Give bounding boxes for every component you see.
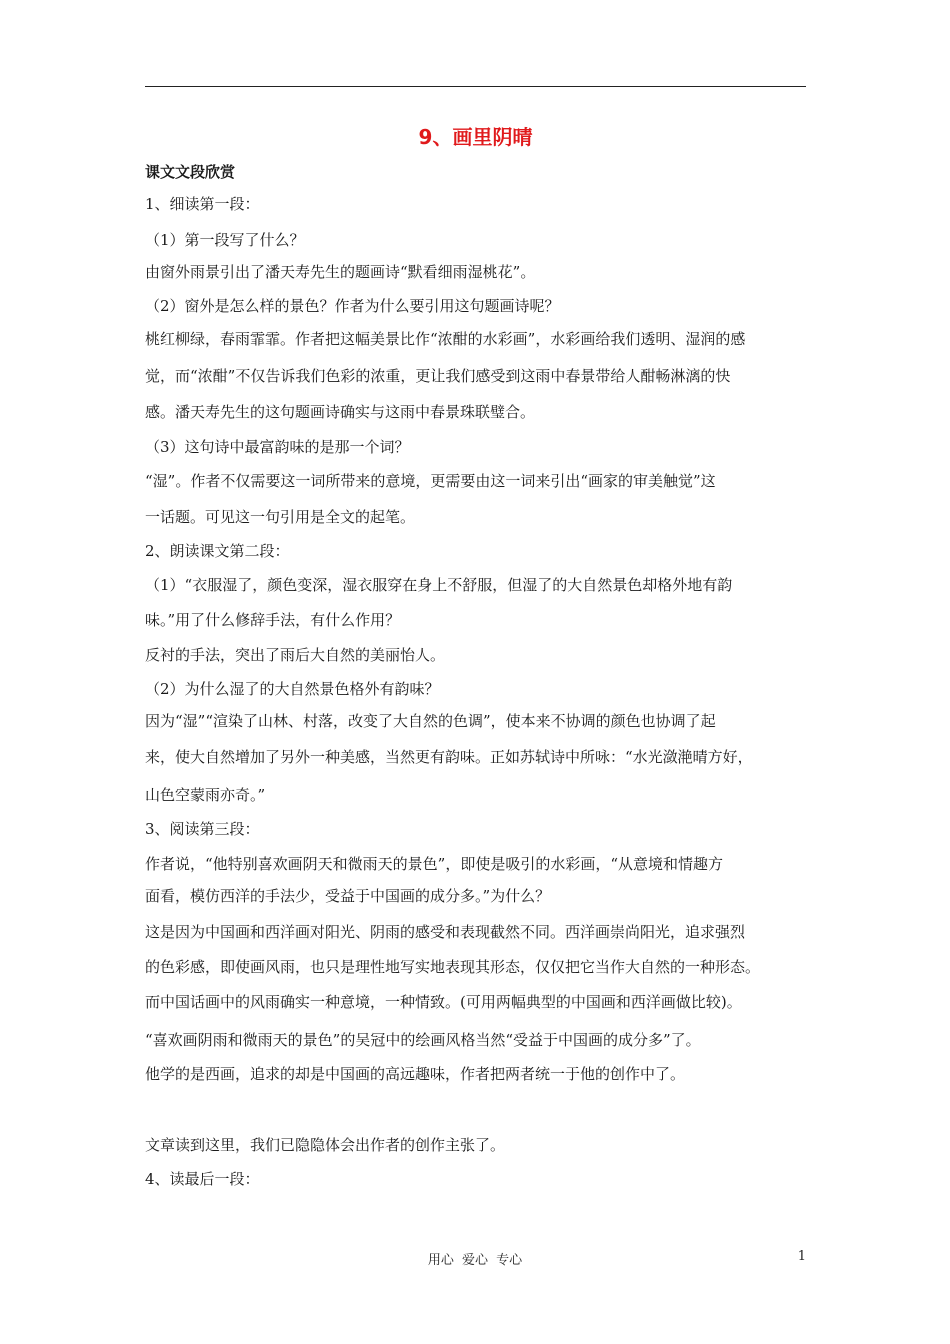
text-line: 面看，模仿西洋的手法少，受益于中国画的成分多。”为什么？: [145, 887, 551, 905]
text-line: 觉，而“浓酣”不仅告诉我们色彩的浓重，更让我们感受到这雨中春景带给人酣畅淋漓的快: [145, 367, 731, 385]
text-line: “喜欢画阴雨和微雨天的景色”的吴冠中的绘画风格当然“受益于中国画的成分多”了。: [145, 1031, 701, 1049]
text-line: （1）第一段写了什么？: [145, 231, 305, 249]
text-line: 2、朗读课文第二段：: [145, 542, 290, 560]
text-line: 来，使大自然增加了另外一种美感，当然更有韵味。正如苏轼诗中所咏：“水光潋滟晴方好，: [145, 748, 753, 766]
footer-motto: 用心 爱心 专心: [427, 1253, 523, 1268]
text-line: 感。潘天寿先生的这句题画诗确实与这雨中春景珠联璧合。: [145, 403, 536, 421]
text-line: 一话题。可见这一句引用是全文的起笔。: [145, 508, 416, 526]
text-line: 由窗外雨景引出了潘天寿先生的题画诗“默看细雨湿桃花”。: [145, 263, 536, 281]
text-line: 山色空蒙雨亦奇。”: [145, 786, 266, 804]
page-number: 1: [797, 1249, 806, 1264]
text-line: （2）窗外是怎么样的景色？作者为什么要引用这句题画诗呢？: [145, 297, 560, 315]
text-line: 反衬的手法，突出了雨后大自然的美丽怡人。: [145, 646, 446, 664]
text-line: 的色彩感，即使画风雨，也只是理性地写实地表现其形态，仅仅把它当作大自然的一种形态。: [145, 958, 761, 976]
text-line: 他学的是西画，追求的却是中国画的高远趣味，作者把两者统一于他的创作中了。: [145, 1065, 686, 1083]
text-line: （1）“衣服湿了，颜色变深，湿衣服穿在身上不舒服，但湿了的大自然景色却格外地有韵: [145, 576, 733, 594]
text-line: 而中国话画中的风雨确实一种意境，一种情致。(可用两幅典型的中国画和西洋画做比较)。: [145, 993, 742, 1011]
text-line: 桃红柳绿，春雨霏霏。作者把这幅美景比作“浓酣的水彩画”，水彩画给我们透明、湿润的感: [145, 330, 746, 348]
header-rule: [145, 86, 806, 87]
text-line: 4、读最后一段：: [145, 1170, 260, 1188]
text-line: 1、细读第一段：: [145, 195, 260, 213]
text-line: 这是因为中国画和西洋画对阳光、阴雨的感受和表现截然不同。西洋画崇尚阳光，追求强烈: [145, 923, 746, 941]
text-line: （2）为什么湿了的大自然景色格外有韵味？: [145, 680, 440, 698]
page-title: 9、画里阴晴: [418, 125, 533, 149]
text-line: 3、阅读第三段：: [145, 820, 260, 838]
section-heading: 课文文段欣赏: [145, 163, 236, 181]
text-line: 因为“湿”“渲染了山林、村落，改变了大自然的色调”，使本来不协调的颜色也协调了起: [145, 712, 716, 730]
text-line: 作者说，“他特别喜欢画阴天和微雨天的景色”，即使是吸引的水彩画，“从意境和情趣方: [145, 855, 724, 873]
text-line: 味。”用了什么修辞手法，有什么作用？: [145, 611, 401, 629]
text-line: （3）这句诗中最富韵味的是那一个词？: [145, 438, 410, 456]
text-line: 文章读到这里，我们已隐隐体会出作者的创作主张了。: [145, 1136, 506, 1154]
text-line: “湿”。作者不仅需要这一词所带来的意境，更需要由这一词来引出“画家的审美触觉”这: [145, 472, 716, 490]
